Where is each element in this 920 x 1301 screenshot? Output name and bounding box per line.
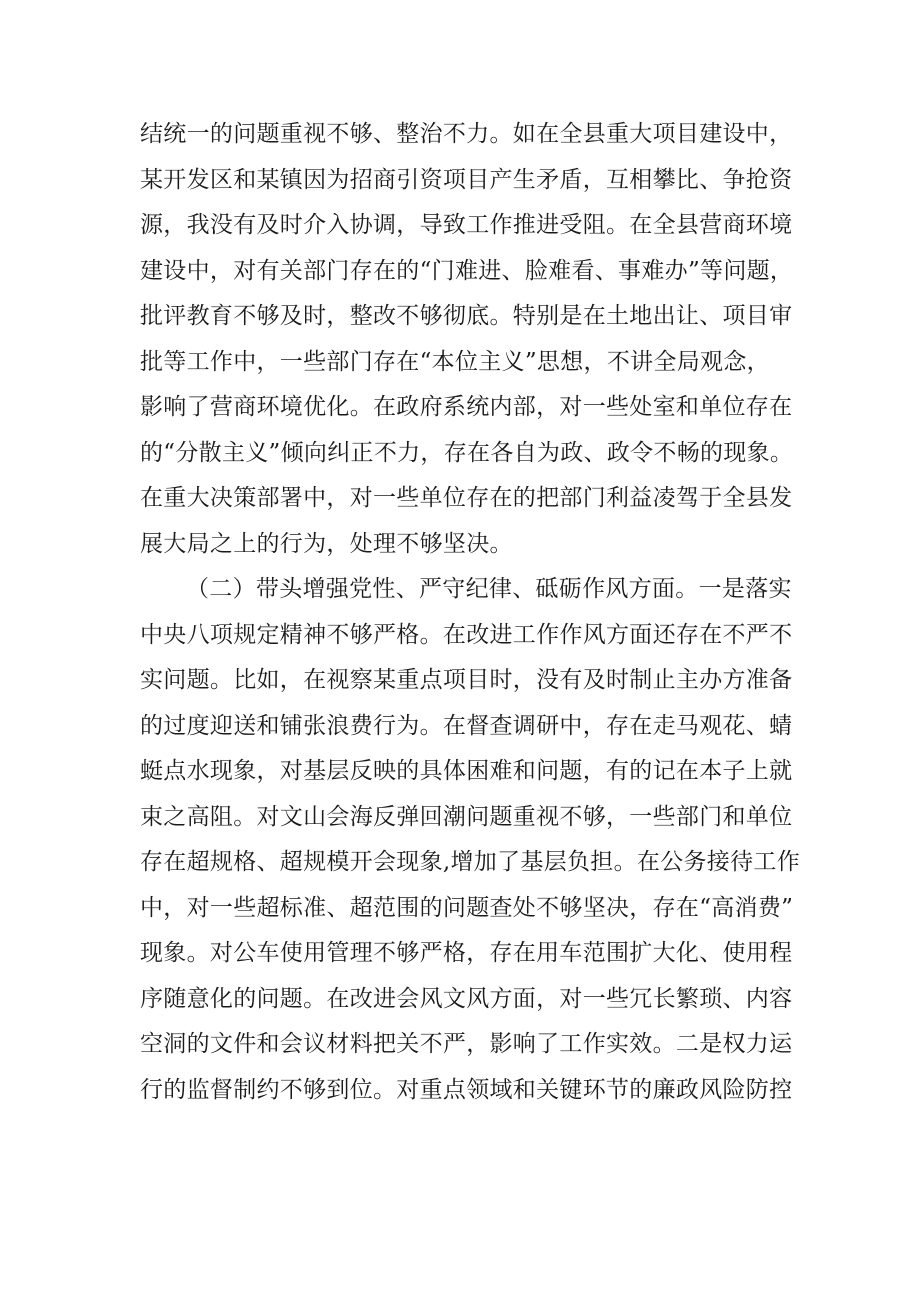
document-body [140,112,800,1113]
text-line: 存在超规格、超规模开会现象,增加了基层负担。在公务接待工作 [140,849,801,875]
text-line: 空洞的文件和会议材料把关不严，影响了工作实效。二是权力运 [140,1031,793,1057]
text-line: 建设中，对有关部门存在的“门难进、脸难看、事难办”等问题， [140,257,794,284]
text-line: 在重大决策部署中，对一些单位存在的把部门利益凌驾于全县发 [140,485,793,511]
text-line: 批等工作中，一些部门存在“本位主义”思想，不讲全局观念， [140,348,770,375]
text-line: 批评教育不够及时，整改不够彻底。特别是在土地出让、项目审 [140,303,793,329]
text-line: 序随意化的问题。在改进会风文风方面，对一些冗长繁琐、内容 [140,985,793,1012]
text-line: 蜓点水现象，对基层反映的具体困难和问题，有的记在本子上就 [140,758,793,784]
text-line: 结统一的问题重视不够、整治不力。如在全县重大项目建设中， [140,121,793,147]
text-line: 的过度迎送和铺张浪费行为。在督查调研中，存在走马观花、蜻 [140,712,793,739]
text-line: 的“分散主义”倾向纠正不力，存在各自为政、政令不畅的现象。 [140,439,794,466]
text-line: 中央八项规定精神不够严格。在改进工作作风方面还存在不严不 [140,621,793,648]
text-line: 实问题。比如，在视察某重点项目时，没有及时制止主办方准备 [140,667,793,693]
text-line: 影响了营商环境优化。在政府系统内部，对一些处室和单位存在 [140,394,793,420]
text-line: 束之高阻。对文山会海反弹回潮问题重视不够，一些部门和单位 [140,803,793,830]
text-line: 现象。对公车使用管理不够严格，存在用车范围扩大化、使用程 [140,940,793,966]
text-line: 展大局之上的行为，处理不够坚决。 [140,530,513,557]
text-line: 某开发区和某镇因为招商引资项目产生矛盾，互相攀比、争抢资 [140,166,793,193]
text-line: 行的监督制约不够到位。对重点领域和关键环节的廉政风险防控 [140,1076,793,1103]
text-line: 中，对一些超标准、超范围的问题查处不够坚决，存在“高消费” [140,894,794,921]
text-line: 源，我没有及时介入协调，导致工作推进受阻。在全县营商环境 [140,212,793,238]
section-heading-line: （二）带头增强党性、严守纪律、砥砺作风方面。一是落实 [186,576,792,602]
